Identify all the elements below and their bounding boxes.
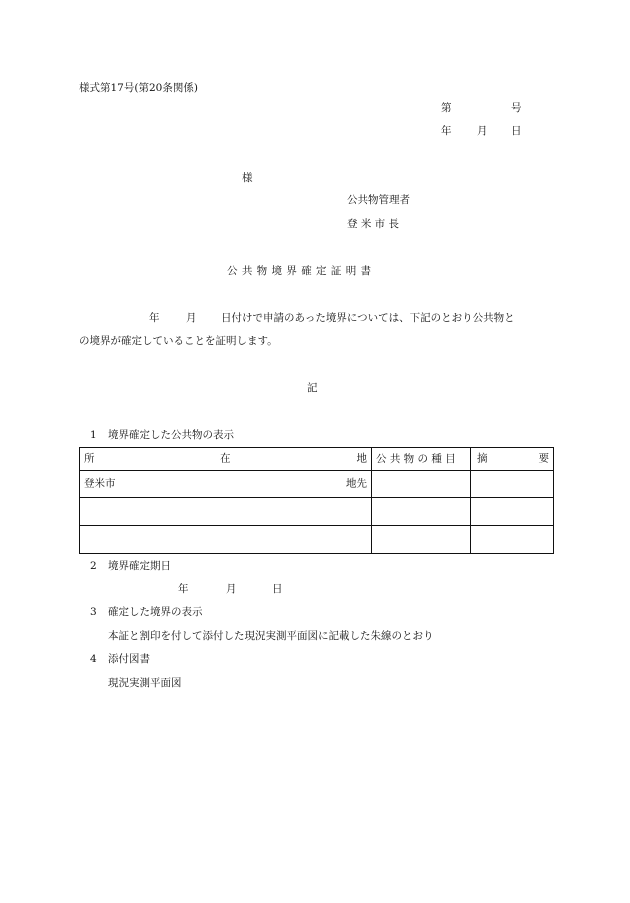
issuer-name: 登 米 市 長	[347, 218, 400, 230]
section-2-month: 月	[226, 583, 237, 595]
summary-header	[471, 448, 554, 471]
document-date-year: 年	[441, 125, 452, 137]
ki-heading: 記	[307, 382, 318, 394]
location-cell	[80, 526, 372, 554]
document-date-month: 月	[477, 125, 488, 137]
public-property-table	[79, 447, 554, 554]
section-2-number: 2	[90, 560, 97, 572]
document-title: 公 共 物 境 界 確 定 証 明 書	[227, 265, 372, 277]
table-row	[80, 471, 554, 498]
property-type-header-label: 公 共 物 の 種 目	[376, 452, 456, 465]
property-type-cell	[372, 526, 471, 554]
property-type-header	[372, 448, 471, 471]
location-cell	[80, 471, 372, 498]
location-header	[80, 448, 372, 471]
location-cell	[80, 498, 372, 526]
section-3-number: 3	[90, 606, 97, 618]
summary-cell	[471, 498, 554, 526]
section-4-content: 現況実測平面図	[108, 677, 182, 689]
document-date-day: 日	[511, 125, 522, 137]
location-header-char-1: 所	[84, 452, 95, 465]
section-3-title: 確定した境界の表示	[108, 606, 203, 618]
section-3-content: 本証と割印を付して添付した現況実測平面図に記載した朱線のとおり	[108, 630, 434, 642]
location-header-char-2: 在	[220, 452, 231, 465]
document-number-suffix: 号	[511, 102, 522, 114]
body-line-2: の境界が確定していることを証明します。	[79, 335, 278, 347]
section-2-year: 年	[178, 583, 189, 595]
table-header-row	[80, 448, 554, 471]
location-suffix: 地先	[346, 477, 367, 490]
section-2-day: 日	[272, 583, 283, 595]
section-1-number: 1	[90, 429, 97, 441]
body-date-year: 年	[149, 312, 160, 324]
location-city: 登米市	[84, 477, 116, 490]
section-4-title: 添付図書	[108, 653, 150, 665]
location-header-char-3: 地	[356, 452, 367, 465]
body-date-month: 月	[186, 312, 197, 324]
form-header: 様式第17号(第20条関係)	[79, 82, 198, 94]
summary-cell	[471, 471, 554, 498]
body-line-1: 日付けで申請のあった境界については、下記のとおり公共物と	[221, 312, 515, 324]
summary-header-char-1: 摘	[477, 452, 488, 465]
document-number-prefix: 第	[441, 102, 452, 114]
property-type-cell	[372, 471, 471, 498]
section-2-title: 境界確定期日	[108, 560, 171, 572]
summary-header-char-2: 要	[538, 452, 549, 465]
table-row	[80, 526, 554, 554]
property-type-cell	[372, 498, 471, 526]
section-4-number: 4	[90, 653, 97, 665]
addressee-honorific: 様	[242, 172, 253, 184]
table-row	[80, 498, 554, 526]
section-1-title: 境界確定した公共物の表示	[108, 429, 234, 441]
issuer-title: 公共物管理者	[347, 194, 410, 206]
summary-cell	[471, 526, 554, 554]
